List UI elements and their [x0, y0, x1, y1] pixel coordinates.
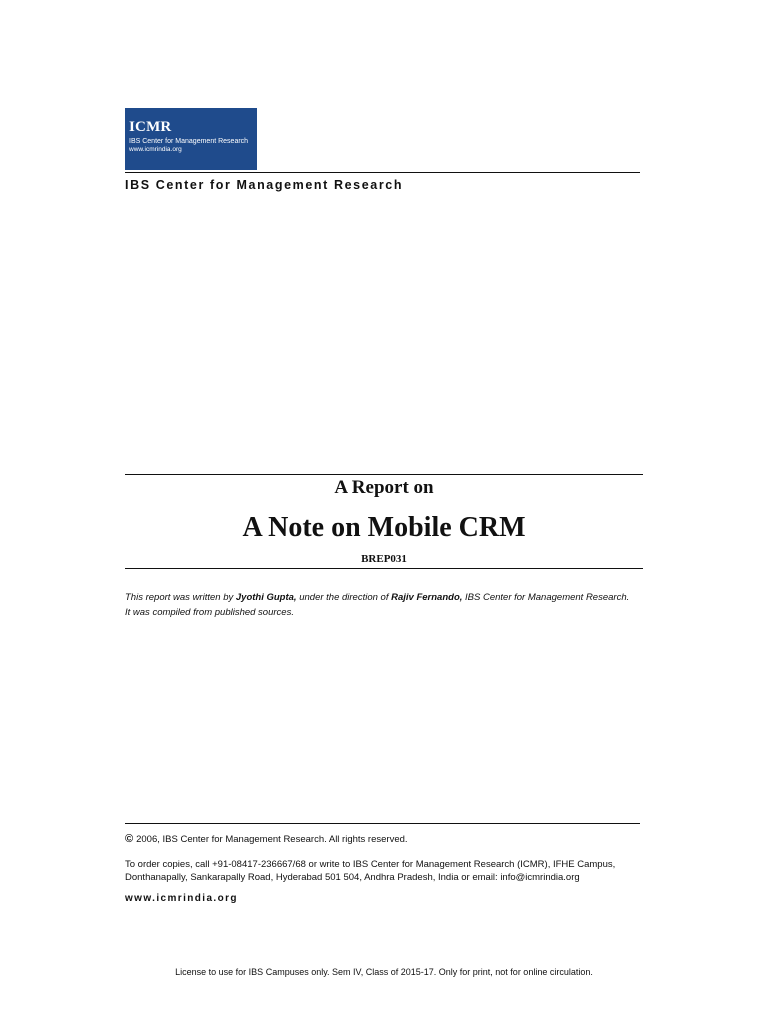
order-info: To order copies, call +91-08417-236667/68 or write to IBS Center for Management Research (ICMR), IFHE Campus, Donthanapally, Sankarapally Road, Hyderabad 501 504, Andhra Pradesh, India or email: info@icmrindia.org: [125, 859, 616, 883]
copyright-line: [125, 833, 408, 846]
header-rule: [125, 172, 640, 173]
authorship-prefix: This report was written by: [125, 592, 236, 603]
footer-rule: [125, 823, 640, 824]
center-name-heading: IBS Center for Management Research: [125, 178, 404, 192]
license-notice: License to use for IBS Campuses only. Sem IV, Class of 2015-17. Only for print, not for online circulation.: [175, 967, 593, 977]
title-bottom-rule: [125, 568, 643, 569]
copyright-symbol: ©: [125, 833, 134, 845]
report-code: BREP031: [361, 553, 407, 565]
author-name: Jyothi Gupta,: [235, 592, 297, 603]
logo-acronym: ICMR: [129, 119, 172, 135]
icmr-logo: [125, 108, 257, 170]
website-link[interactable]: www.icmrindia.org: [125, 893, 238, 904]
authorship-middle: under the direction of: [296, 592, 392, 603]
report-title: A Note on Mobile CRM: [242, 512, 526, 543]
director-name: Rajiv Fernando,: [391, 592, 463, 603]
logo-url: www.icmrindia.org: [129, 146, 182, 153]
authorship-suffix: IBS Center for Management Research. It was compiled from published sources.: [125, 592, 630, 618]
report-on-label: A Report on: [334, 477, 434, 498]
logo-organization-name: IBS Center for Management Research: [129, 138, 249, 145]
authorship-note: [125, 590, 630, 620]
copyright-text: 2006, IBS Center for Management Research. All rights reserved.: [136, 834, 408, 845]
title-top-rule: [125, 474, 643, 475]
